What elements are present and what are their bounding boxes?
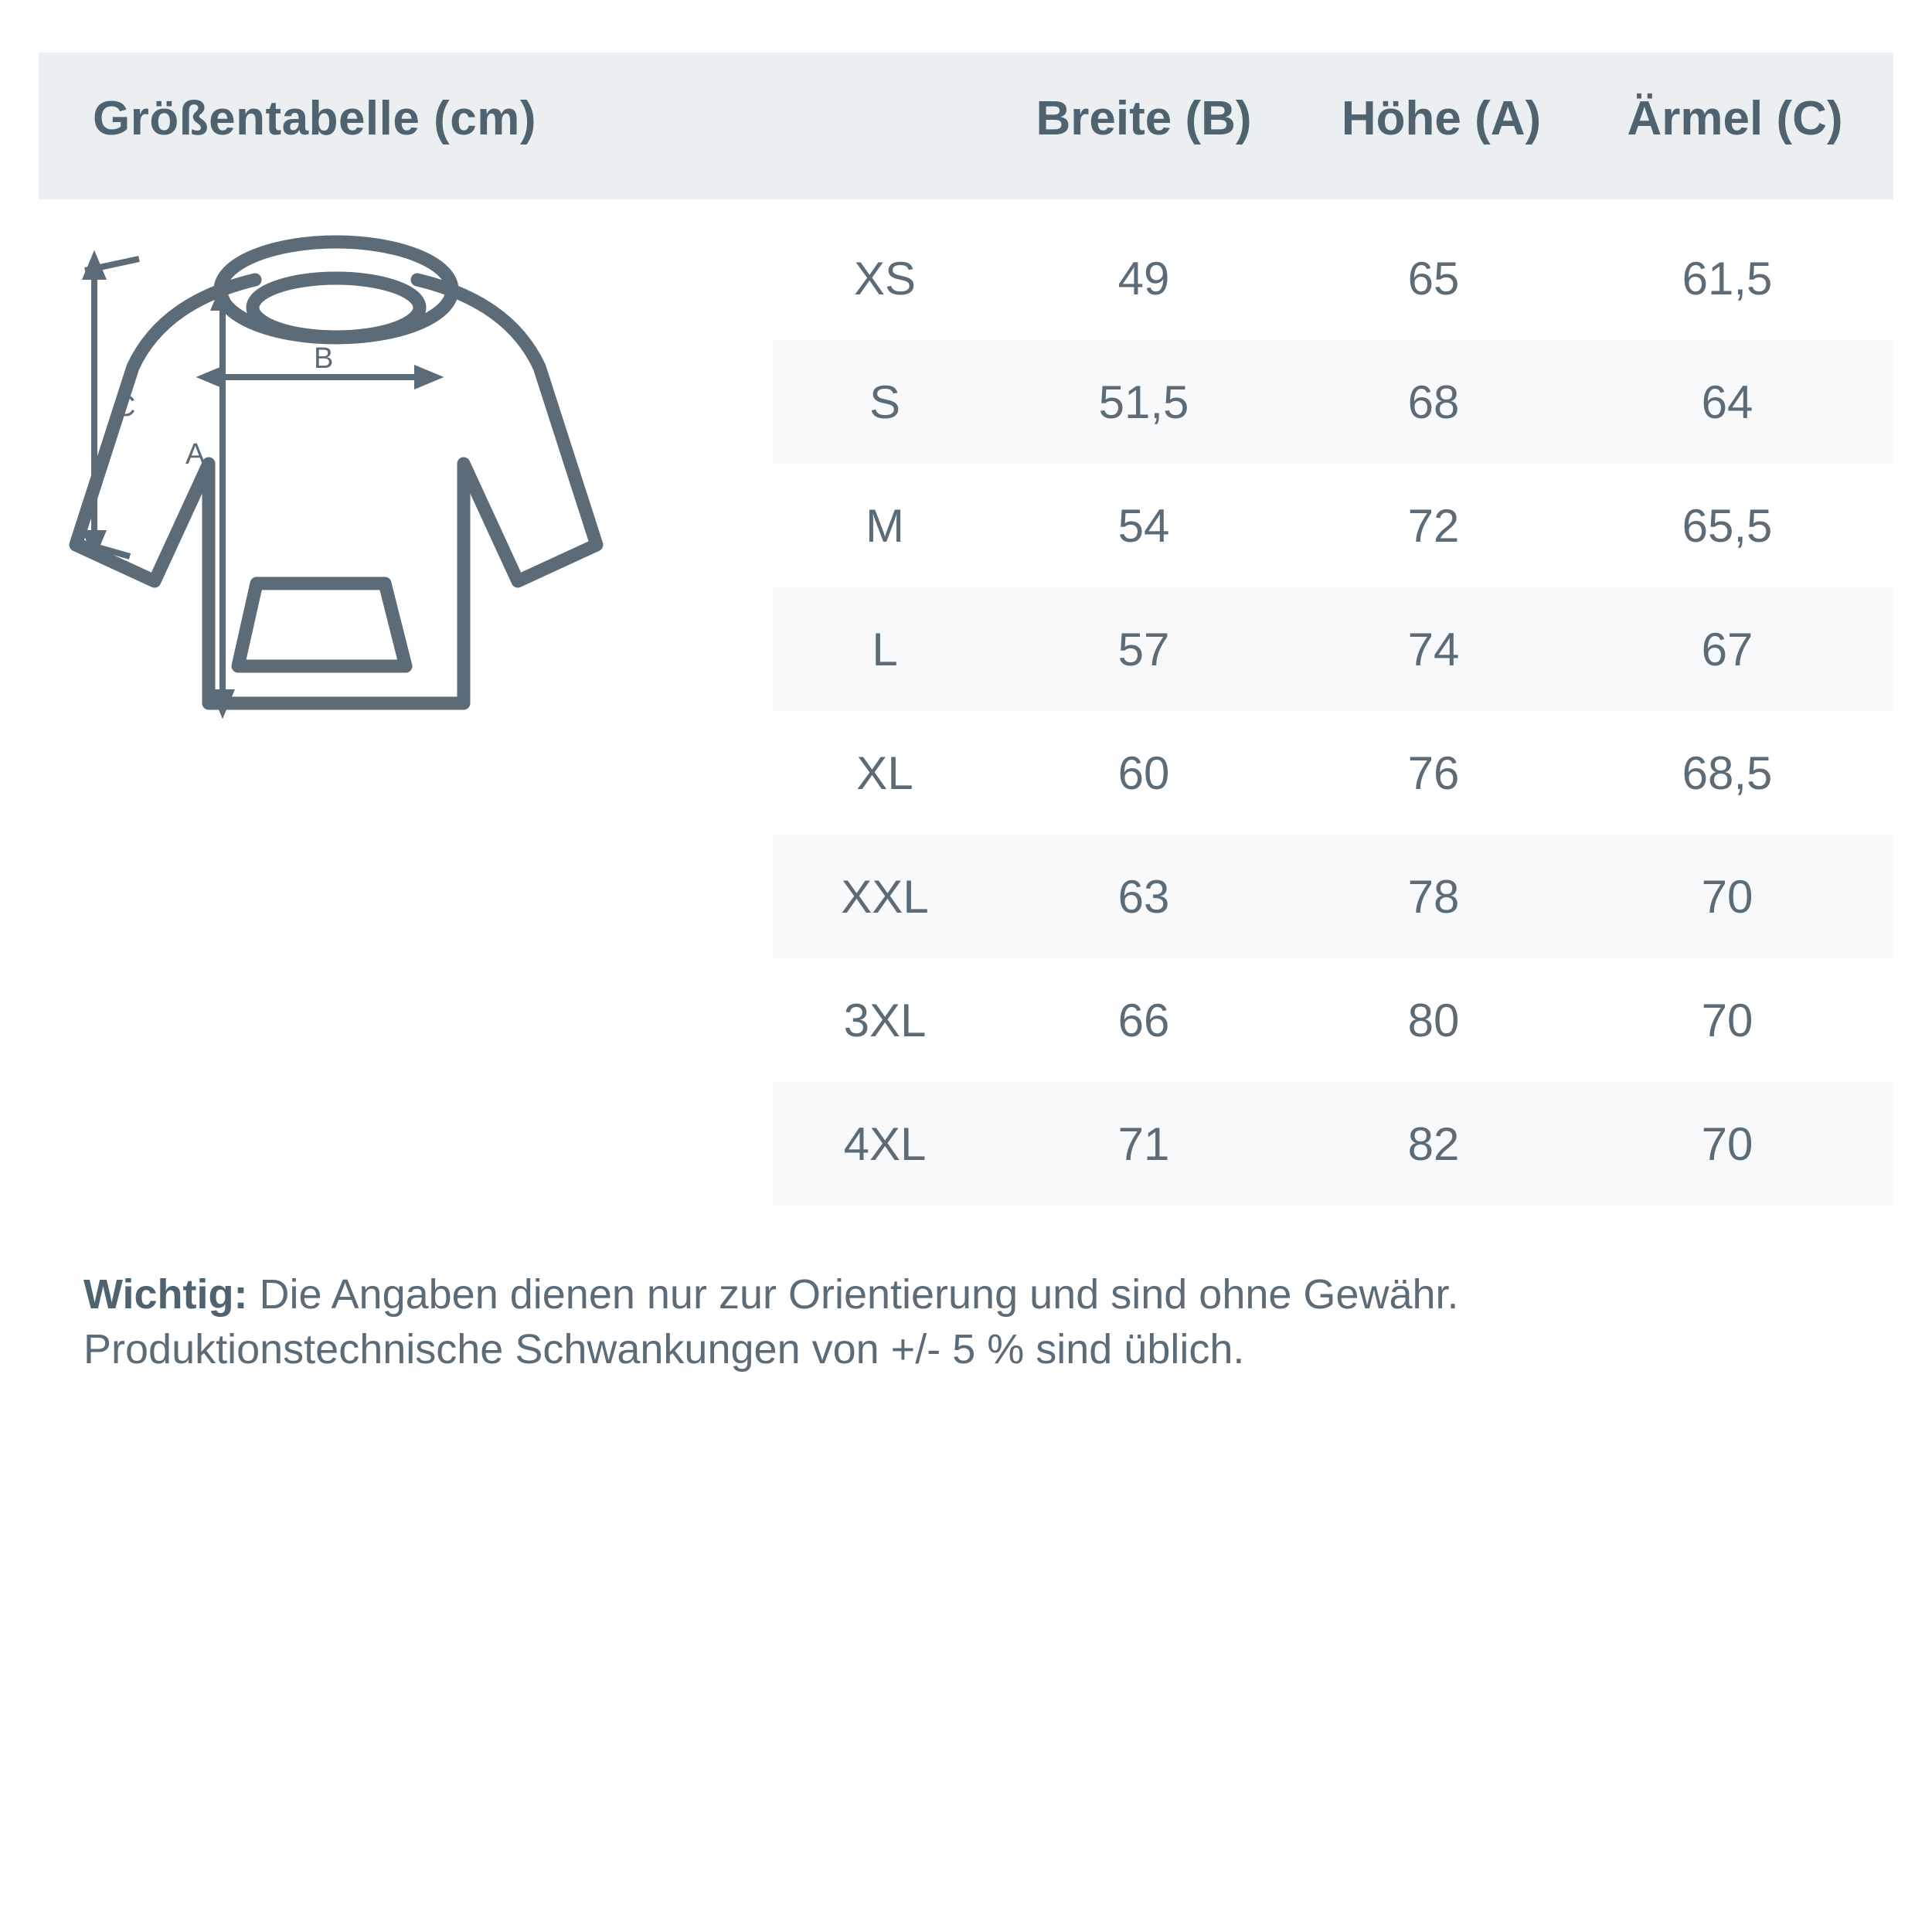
column-header-sleeve: Ärmel (C) (1627, 92, 1843, 145)
table-row (773, 1082, 1893, 1206)
size-table (773, 216, 1893, 1206)
table-row (773, 587, 1893, 711)
cell-height: 68 (1407, 376, 1460, 428)
cell-sleeve: 67 (1701, 623, 1753, 675)
cell-sleeve: 65,5 (1682, 499, 1773, 552)
table-row (773, 340, 1893, 464)
footnote-label: Wichtig: (83, 1271, 248, 1318)
cell-size: M (866, 499, 904, 552)
column-headers (989, 91, 1886, 146)
column-header-width: Breite (B) (1036, 92, 1252, 145)
column-header-height: Höhe (A) (1341, 92, 1542, 145)
cell-width: 54 (1117, 499, 1170, 552)
cell-size: XL (856, 747, 913, 799)
cell-size: S (869, 376, 901, 428)
cell-size: L (872, 623, 898, 675)
table-row (773, 958, 1893, 1082)
cell-sleeve: 70 (1701, 870, 1753, 923)
table-row (773, 216, 1893, 340)
cell-sleeve: 64 (1701, 376, 1753, 428)
hoodie-icon (62, 232, 788, 835)
label-width-b: B (314, 342, 334, 375)
table-row (773, 464, 1893, 587)
cell-size: XS (853, 252, 917, 304)
cell-size: 4XL (843, 1117, 927, 1170)
cell-size: XXL (841, 870, 929, 923)
cell-sleeve: 61,5 (1682, 252, 1773, 304)
cell-height: 76 (1407, 747, 1460, 799)
footnote (83, 1267, 1861, 1378)
cell-sleeve: 68,5 (1682, 747, 1773, 799)
cell-width: 60 (1117, 747, 1170, 799)
cell-width: 66 (1117, 994, 1170, 1046)
cell-height: 82 (1407, 1117, 1460, 1170)
cell-sleeve: 70 (1701, 1117, 1753, 1170)
cell-width: 49 (1117, 252, 1170, 304)
cell-height: 72 (1407, 499, 1460, 552)
cell-width: 57 (1117, 623, 1170, 675)
page-title: Größentabelle (cm) (93, 92, 536, 145)
footnote-text: Die Angaben dienen nur zur Orientierung und sind ohne Gewähr. Produktionstechnische Schwankungen von +/- 5 % sind üblich. (83, 1271, 1459, 1373)
label-sleeve-c: C (114, 390, 136, 423)
table-row (773, 835, 1893, 958)
cell-height: 65 (1407, 252, 1460, 304)
cell-height: 78 (1407, 870, 1460, 923)
cell-size: 3XL (843, 994, 927, 1046)
cell-width: 51,5 (1098, 376, 1189, 428)
table-row (773, 711, 1893, 835)
table-header-band (39, 53, 1893, 199)
hoodie-diagram (62, 232, 788, 835)
cell-height: 80 (1407, 994, 1460, 1046)
cell-width: 63 (1117, 870, 1170, 923)
cell-sleeve: 70 (1701, 994, 1753, 1046)
cell-width: 71 (1117, 1117, 1170, 1170)
cell-height: 74 (1407, 623, 1460, 675)
label-height-a: A (185, 438, 206, 471)
